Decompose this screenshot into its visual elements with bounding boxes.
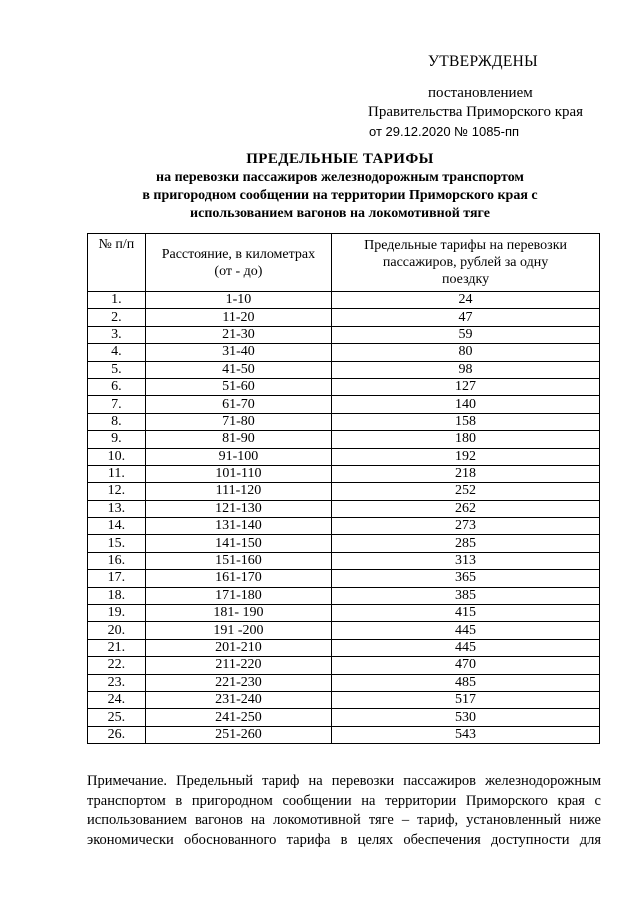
cell-distance: 101-110 [145,465,331,482]
cell-num: 6. [88,378,146,395]
table-body [88,292,600,744]
cell-fare: 158 [332,413,600,430]
header-fare-line: поездку [442,272,490,287]
cell-fare: 530 [332,709,600,726]
note-line: использованием вагонов на локомотивной тяге – тариф, установленный ниже [87,812,601,828]
cell-distance: 61-70 [145,396,331,413]
cell-distance: 231-240 [145,691,331,708]
table-row [88,500,600,517]
cell-fare: 543 [332,726,600,743]
table-row [88,570,600,587]
cell-fare: 24 [332,292,600,309]
table-row [88,344,600,361]
table-row [88,309,600,326]
table-row [88,622,600,639]
header-distance-line: Расстояние, в километрах [161,246,316,262]
cell-num: 4. [88,344,146,361]
cell-distance: 91-100 [145,448,331,465]
cell-distance: 51-60 [145,378,331,395]
table-row [88,605,600,622]
table-row [88,691,600,708]
header-distance-line: (от - до) [214,263,263,279]
cell-fare: 485 [332,674,600,691]
table-row [88,535,600,552]
cell-distance: 31-40 [145,344,331,361]
cell-fare: 470 [332,657,600,674]
table-row [88,413,600,430]
cell-fare: 59 [332,326,600,343]
table-row [88,726,600,743]
table-row [88,674,600,691]
cell-num: 14. [88,518,146,535]
table-row [88,639,600,656]
cell-num: 1. [88,292,146,309]
cell-fare: 517 [332,691,600,708]
table-row [88,465,600,482]
cell-fare: 218 [332,465,600,482]
cell-fare: 262 [332,500,600,517]
cell-num: 22. [88,657,146,674]
note-line: Примечание. Предельный тариф на перевозки пассажиров железнодорожным [87,773,601,789]
cell-num: 11. [88,465,146,482]
document-title [60,150,620,223]
title-line: использованием вагонов на локомотивной тяге [190,206,490,221]
cell-distance: 111-120 [145,483,331,500]
cell-num: 12. [88,483,146,500]
table-header-row [88,234,600,292]
cell-fare: 445 [332,639,600,656]
cell-distance: 41-50 [145,361,331,378]
cell-fare: 192 [332,448,600,465]
note-line: экономически обоснованного тарифа в целях обеспечения доступности для [87,831,601,848]
header-fare-line: пассажиров, рублей за одну [382,255,549,270]
tariffs-table [87,233,600,744]
cell-fare: 273 [332,518,600,535]
cell-distance: 11-20 [145,309,331,326]
title-main: ПРЕДЕЛЬНЫЕ ТАРИФЫ [246,151,434,167]
table-row [88,378,600,395]
cell-num: 18. [88,587,146,604]
cell-fare: 80 [332,344,600,361]
header-num: № п/п [88,234,146,292]
cell-fare: 415 [332,605,600,622]
table-row [88,292,600,309]
cell-num: 19. [88,605,146,622]
cell-num: 5. [88,361,146,378]
cell-num: 23. [88,674,146,691]
cell-distance: 221-230 [145,674,331,691]
cell-distance: 151-160 [145,552,331,569]
cell-distance: 241-250 [145,709,331,726]
cell-distance: 201-210 [145,639,331,656]
table-row [88,326,600,343]
cell-distance: 1-10 [145,292,331,309]
cell-distance: 181- 190 [145,605,331,622]
cell-num: 9. [88,431,146,448]
table-row [88,518,600,535]
cell-distance: 81-90 [145,431,331,448]
cell-fare: 285 [332,535,600,552]
table-row [88,431,600,448]
cell-num: 10. [88,448,146,465]
cell-distance: 21-30 [145,326,331,343]
cell-fare: 365 [332,570,600,587]
cell-num: 24. [88,691,146,708]
table-row [88,361,600,378]
cell-fare: 313 [332,552,600,569]
approval-line-decree: постановлением [428,85,533,101]
approval-line-date-number: от 29.12.2020 № 1085-пп [369,124,520,139]
cell-num: 7. [88,396,146,413]
header-fare [332,234,600,292]
cell-fare: 47 [332,309,600,326]
table-row [88,709,600,726]
approved-heading: УТВЕРЖДЕНЫ [428,53,538,70]
cell-fare: 445 [332,622,600,639]
cell-distance: 251-260 [145,726,331,743]
cell-distance: 161-170 [145,570,331,587]
cell-distance: 141-150 [145,535,331,552]
cell-distance: 131-140 [145,518,331,535]
cell-num: 13. [88,500,146,517]
header-distance [145,234,331,292]
header-fare-line: Предельные тарифы на перевозки [364,238,567,253]
cell-num: 8. [88,413,146,430]
cell-distance: 191 -200 [145,622,331,639]
cell-num: 2. [88,309,146,326]
table-row [88,396,600,413]
cell-distance: 171-180 [145,587,331,604]
cell-num: 21. [88,639,146,656]
note-line: транспортом в пригородном сообщении на территории Приморского края с [87,792,601,809]
note-paragraph [87,772,601,850]
table-row [88,657,600,674]
cell-num: 25. [88,709,146,726]
cell-distance: 121-130 [145,500,331,517]
table-row [88,587,600,604]
cell-num: 26. [88,726,146,743]
cell-num: 15. [88,535,146,552]
cell-fare: 140 [332,396,600,413]
table-row [88,448,600,465]
approval-line-government: Правительства Приморского края [368,104,584,120]
title-line: на перевозки пассажиров железнодорожным транспортом [156,170,524,185]
cell-num: 3. [88,326,146,343]
cell-fare: 252 [332,483,600,500]
cell-num: 20. [88,622,146,639]
cell-fare: 98 [332,361,600,378]
table-row [88,552,600,569]
cell-distance: 71-80 [145,413,331,430]
cell-num: 17. [88,570,146,587]
cell-fare: 127 [332,378,600,395]
cell-distance: 211-220 [145,657,331,674]
table-row [88,483,600,500]
cell-fare: 385 [332,587,600,604]
cell-num: 16. [88,552,146,569]
cell-fare: 180 [332,431,600,448]
title-line: в пригородном сообщении на территории Приморского края с [142,188,538,203]
